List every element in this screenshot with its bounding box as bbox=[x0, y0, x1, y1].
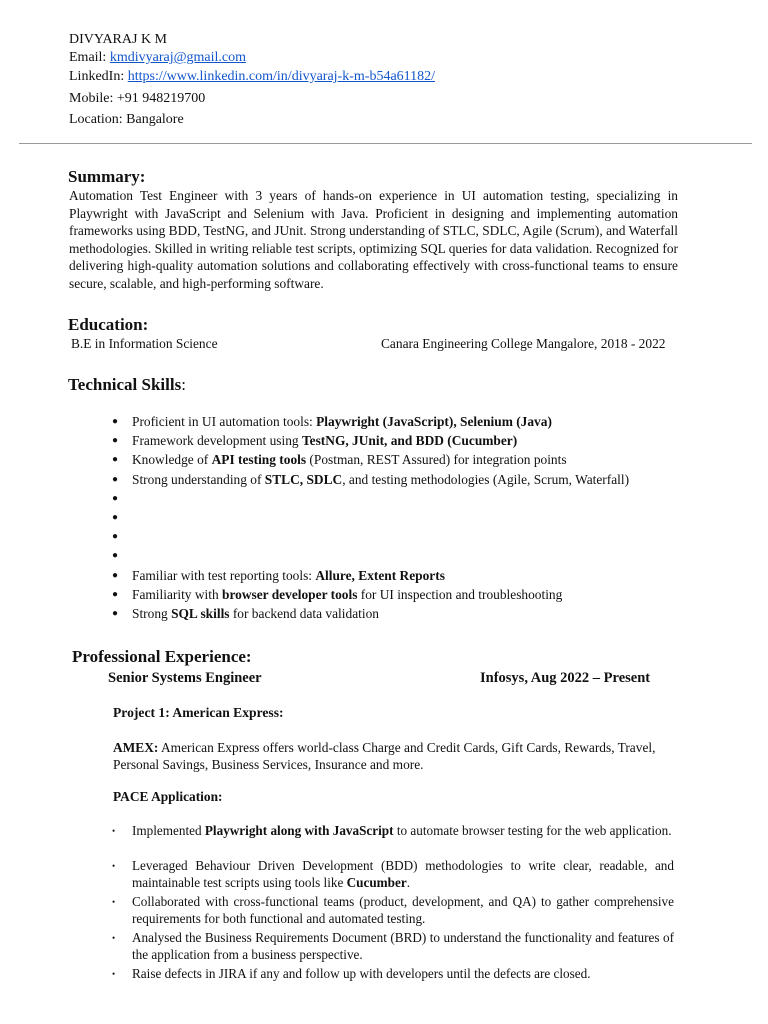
skill-text-bold: STLC, SDLC bbox=[264, 472, 343, 487]
skill-item bbox=[112, 567, 445, 584]
skill-item bbox=[112, 586, 563, 603]
skills-heading-text: Technical Skills bbox=[68, 375, 182, 394]
skill-text-post: , and testing methodologies (Agile, Scrum, Waterfall) bbox=[342, 472, 630, 487]
skill-text-bold: browser developer tools bbox=[222, 587, 358, 602]
bullet-icon: ● bbox=[112, 474, 119, 485]
experience-bullet bbox=[112, 894, 674, 927]
application-title: PACE Application: bbox=[113, 789, 223, 804]
skills-heading bbox=[68, 375, 186, 395]
skill-text-pre: Knowledge of bbox=[132, 452, 212, 467]
bullet-icon: • bbox=[112, 861, 116, 871]
bullet-icon: ● bbox=[112, 512, 119, 523]
experience-bullet bbox=[112, 930, 674, 963]
email-label: Email: bbox=[69, 50, 110, 65]
bullet-icon: ● bbox=[112, 454, 119, 465]
skill-text-pre: Familiar with test reporting tools: bbox=[132, 568, 316, 583]
linkedin-link[interactable]: https://www.linkedin.com/in/divyaraj-k-m-b54a61182/ bbox=[127, 69, 436, 84]
skill-text-post: (Postman, REST Assured) for integration points bbox=[306, 452, 567, 467]
skill-text-bold: SQL skills bbox=[171, 606, 230, 621]
skill-item bbox=[112, 432, 518, 449]
skill-text-post: for UI inspection and troubleshooting bbox=[357, 587, 563, 602]
experience-bullet bbox=[112, 823, 674, 840]
client-label: AMEX: bbox=[113, 740, 159, 755]
experience-bullet bbox=[112, 858, 674, 891]
bullet-icon: ● bbox=[112, 550, 119, 561]
job-role: Senior Systems Engineer bbox=[108, 670, 262, 686]
bullet-icon: ● bbox=[112, 608, 119, 619]
experience-bullet bbox=[112, 966, 674, 983]
email-link[interactable]: kmdivyaraj@gmail.com bbox=[109, 50, 246, 65]
skill-item bbox=[112, 605, 379, 622]
skill-item bbox=[112, 413, 552, 430]
bullet-text-pre: Raise defects in JIRA if any and follow up with developers until the defects are closed. bbox=[132, 966, 591, 981]
bullet-text-pre: Collaborated with cross-functional teams (product, development, and QA) to gather comprehensive requirements for both functional and automated testing. bbox=[132, 894, 674, 926]
client-description bbox=[113, 739, 675, 773]
education-heading: Education: bbox=[68, 315, 149, 334]
bullet-text-post: . bbox=[406, 874, 411, 890]
bullet-icon: ● bbox=[112, 435, 119, 446]
skill-text-pre: Strong bbox=[132, 606, 172, 621]
skill-text-pre: Proficient in UI automation tools: bbox=[132, 414, 317, 429]
skill-text-pre: Framework development using bbox=[132, 433, 302, 448]
skill-text-pre: Familiarity with bbox=[132, 587, 223, 602]
bullet-icon: ● bbox=[112, 570, 119, 581]
bullet-icon: • bbox=[112, 826, 116, 836]
mobile-line: Mobile: +91 948219700 bbox=[69, 91, 206, 106]
bullet-text-pre: Implemented bbox=[132, 823, 205, 838]
skill-item bbox=[112, 451, 567, 468]
bullet-text-post: to automate browser testing for the web application. bbox=[393, 823, 672, 838]
skill-text-bold: Allure, Extent Reports bbox=[315, 568, 445, 583]
bullet-icon: ● bbox=[112, 589, 119, 600]
bullet-icon: • bbox=[112, 897, 116, 907]
candidate-name: DIVYARAJ K M bbox=[69, 32, 168, 47]
email-line bbox=[69, 50, 246, 66]
bullet-icon: • bbox=[112, 969, 116, 979]
education-college: Canara Engineering College Mangalore, 2018 - 2022 bbox=[381, 336, 666, 351]
skills-heading-colon: : bbox=[181, 375, 186, 394]
bullet-icon: ● bbox=[112, 493, 119, 504]
skill-text-bold: Playwright (JavaScript), Selenium (Java) bbox=[316, 414, 552, 429]
education-degree: B.E in Information Science bbox=[71, 336, 218, 351]
skill-item bbox=[112, 471, 630, 488]
header-divider bbox=[19, 143, 752, 144]
location-line: Location: Bangalore bbox=[69, 112, 184, 127]
linkedin-label: LinkedIn: bbox=[69, 69, 128, 84]
linkedin-line bbox=[69, 69, 435, 85]
skill-text-bold: TestNG, JUnit, and BDD (Cucumber) bbox=[301, 433, 518, 448]
skill-text-pre: Strong understanding of bbox=[132, 472, 265, 487]
bullet-text-pre: Analysed the Business Requirements Document (BRD) to understand the functionality and features of the application from a business perspective. bbox=[132, 930, 674, 962]
skill-text-bold: API testing tools bbox=[211, 452, 307, 467]
skill-text-post: for backend data validation bbox=[229, 606, 379, 621]
bullet-icon: • bbox=[112, 933, 116, 943]
bullet-icon: ● bbox=[112, 531, 119, 542]
experience-heading: Professional Experience: bbox=[72, 647, 252, 666]
client-desc-text: American Express offers world-class Charge and Credit Cards, Gift Cards, Rewards, Travel, Personal Savings, Business Services, Insurance and more. bbox=[113, 740, 656, 772]
summary-text: Automation Test Engineer with 3 years of hands-on experience in UI automation testing, specializing in Playwright with JavaScript and Selenium with Java. Proficient in designing and implementing automation frameworks using BDD, TestNG, and JUnit. Strong understanding of STLC, SDLC, Agile (Scrum), and Waterfall methodologies. Skilled in writing reliable test scripts, optimizing SQL queries for data validation. Recognized for delivering high-quality automation solutions and collaborating effectively with cross-functional teams to ensure secure, scalable, and high-performing software. bbox=[69, 188, 678, 291]
project-title: Project 1: American Express: bbox=[113, 705, 284, 720]
job-company: Infosys, Aug 2022 – Present bbox=[480, 670, 651, 686]
bullet-text-bold: Playwright along with JavaScript bbox=[204, 823, 394, 838]
bullet-text-bold: Cucumber bbox=[346, 874, 407, 890]
summary-heading: Summary: bbox=[68, 167, 146, 186]
bullet-text-pre: Leveraged Behaviour Driven Development (BDD) methodologies to write clear, readable, and maintainable test scripts using tools like bbox=[132, 858, 674, 890]
bullet-icon: ● bbox=[112, 416, 119, 427]
